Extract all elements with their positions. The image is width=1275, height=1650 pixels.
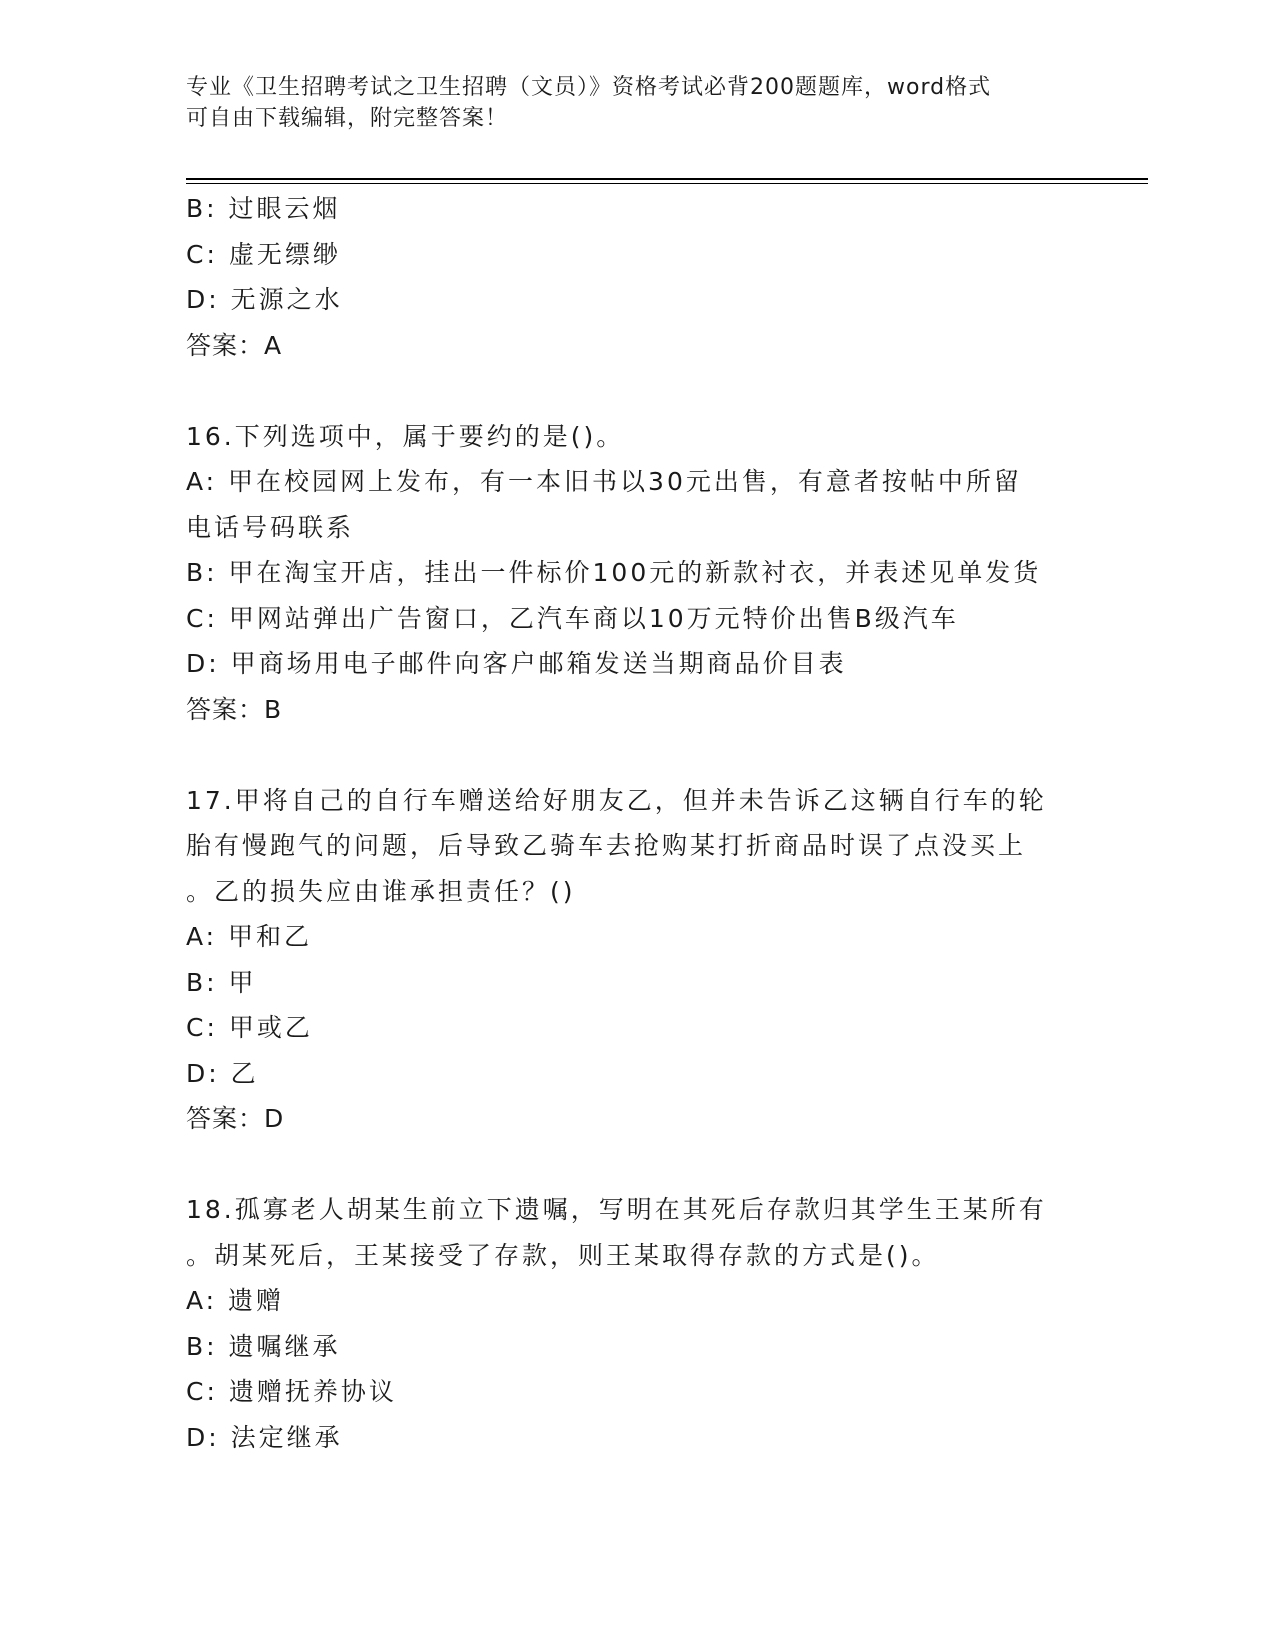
question-stem: 17.甲将自己的自行车赠送给好朋友乙，但并未告诉乙这辆自行车的轮	[186, 785, 1047, 815]
question-stem-continued: 。乙的损失应由谁承担责任？()	[186, 876, 576, 906]
question-16-block	[186, 414, 1086, 733]
question-stem-continued: 。胡某死后，王某接受了存款，则王某取得存款的方式是()。	[186, 1240, 940, 1270]
option-a: A: 甲和乙	[186, 922, 313, 951]
question-list	[186, 186, 1086, 1460]
header-title-line-2: 可自由下载编辑，附完整答案！	[186, 106, 509, 131]
answer-line: 答案：D	[186, 1104, 285, 1133]
spacer	[186, 368, 1086, 414]
option-b: B: 甲在淘宝开店，挂出一件标价100元的新款衬衣，并表述见单发货	[186, 558, 1042, 587]
question-17-block	[186, 778, 1086, 1142]
option-c: C: 虚无缥缈	[186, 239, 341, 269]
option-c: C: 遗赠抚养协议	[186, 1377, 397, 1406]
option-c: C: 甲或乙	[186, 1013, 313, 1042]
answer-line: 答案：A	[186, 330, 283, 360]
header-rule-thin	[186, 183, 1148, 184]
spacer	[186, 732, 1086, 778]
question-stem: 18.孤寡老人胡某生前立下遗嘱，写明在其死后存款归其学生王某所有	[186, 1195, 1047, 1224]
page-header	[186, 72, 1066, 134]
answer-line: 答案：B	[186, 694, 283, 724]
option-b: B: 甲	[186, 967, 257, 997]
option-d: D: 甲商场用电子邮件向客户邮箱发送当期商品价目表	[186, 649, 847, 678]
previous-question-block	[186, 186, 1086, 368]
question-stem-continued: 胎有慢跑气的问题，后导致乙骑车去抢购某打折商品时误了点没买上	[186, 831, 1027, 860]
question-stem: 16.下列选项中，属于要约的是()。	[186, 421, 625, 451]
header-title-line-1: 专业《卫生招聘考试之卫生招聘（文员）》资格考试必背200题题库，word格式	[186, 75, 992, 100]
question-18-block	[186, 1187, 1086, 1460]
option-d: D: 无源之水	[186, 285, 343, 314]
header-rule-thick	[186, 178, 1148, 180]
option-d: D: 法定继承	[186, 1422, 343, 1452]
option-a: A: 遗赠	[186, 1286, 285, 1315]
spacer	[186, 1142, 1086, 1188]
option-d: D: 乙	[186, 1058, 259, 1088]
option-b: B: 过眼云烟	[186, 194, 341, 223]
option-c: C: 甲网站弹出广告窗口，乙汽车商以10万元特价出售B级汽车	[186, 603, 959, 633]
option-a-continued: 电话号码联系	[186, 512, 355, 542]
option-b: B: 遗嘱继承	[186, 1331, 341, 1361]
option-a: A: 甲在校园网上发布，有一本旧书以30元出售，有意者按帖中所留	[186, 467, 1022, 496]
